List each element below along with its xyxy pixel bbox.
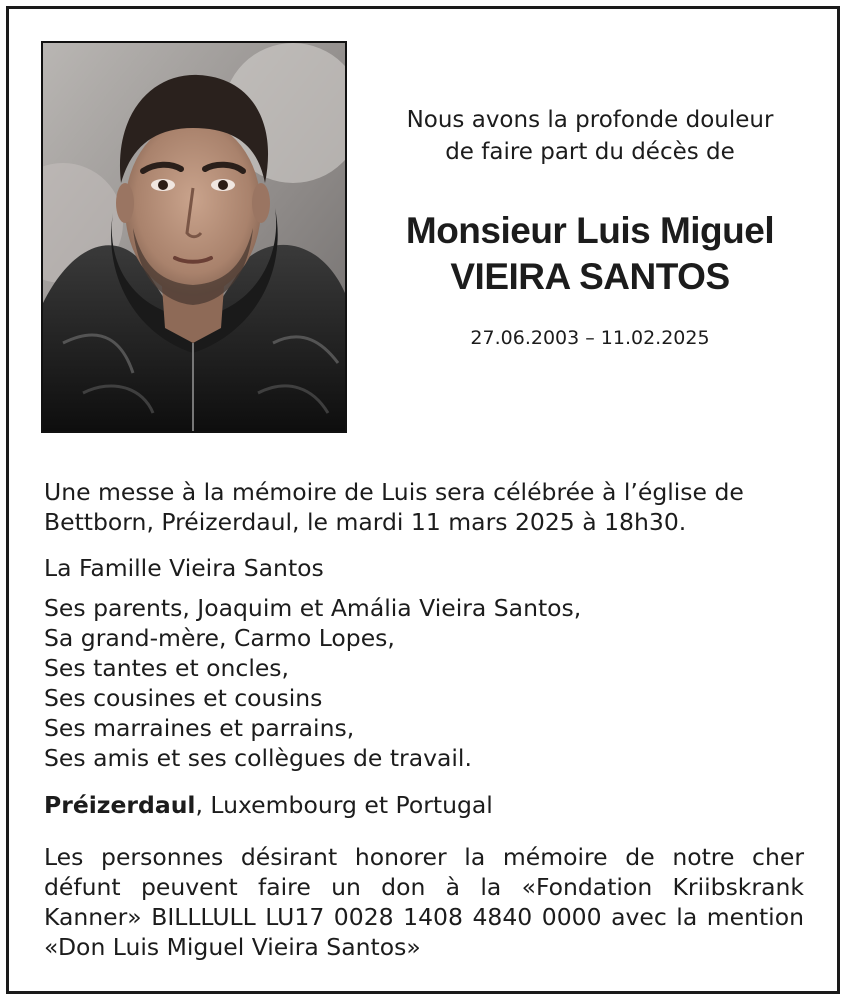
mass-line: Une messe à la mémoire de Luis sera célébrée à l’église de (44, 478, 744, 506)
location-rest: , Luxembourg et Portugal (195, 791, 493, 819)
relative-line: Ses cousines et cousins (44, 684, 323, 712)
donation-line: Kanner» BILLLULL LU17 0028 1408 4840 0000 avec la mention (44, 903, 804, 931)
life-dates: 27.06.2003 – 11.02.2025 (470, 327, 710, 349)
donation-paragraph (44, 842, 804, 962)
relative-line: Ses tantes et oncles, (44, 654, 290, 682)
portrait-photo (41, 41, 347, 433)
intro-text (360, 104, 820, 168)
donation-line: «Don Luis Miguel Vieira Santos» (44, 933, 421, 961)
intro-line: Nous avons la profonde douleur (406, 107, 774, 133)
family-heading: La Famille Vieira Santos (44, 554, 324, 582)
relative-line: Ses marraines et parrains, (44, 714, 355, 742)
mass-paragraph (44, 477, 804, 537)
mass-line: Bettborn, Préizerdaul, le mardi 11 mars 2025 à 18h30. (44, 508, 687, 536)
relative-line: Sa grand-mère, Carmo Lopes, (44, 624, 395, 652)
deceased-name (360, 208, 820, 300)
location-place: Préizerdaul (44, 791, 196, 819)
donation-line: défunt peuvent faire un don à la «Fondation Kriibskrank (44, 873, 804, 901)
intro-line: de faire part du décès de (445, 139, 735, 165)
relative-line: Ses amis et ses collègues de travail. (44, 744, 472, 772)
relative-line: Ses parents, Joaquim et Amália Vieira Santos, (44, 594, 582, 622)
location-line (44, 790, 804, 820)
donation-line: Les personnes désirant honorer la mémoire de notre cher (44, 843, 804, 871)
name-line: Monsieur Luis Miguel (405, 210, 775, 251)
relatives-list (44, 593, 804, 773)
name-line: VIEIRA SANTOS (450, 256, 730, 297)
